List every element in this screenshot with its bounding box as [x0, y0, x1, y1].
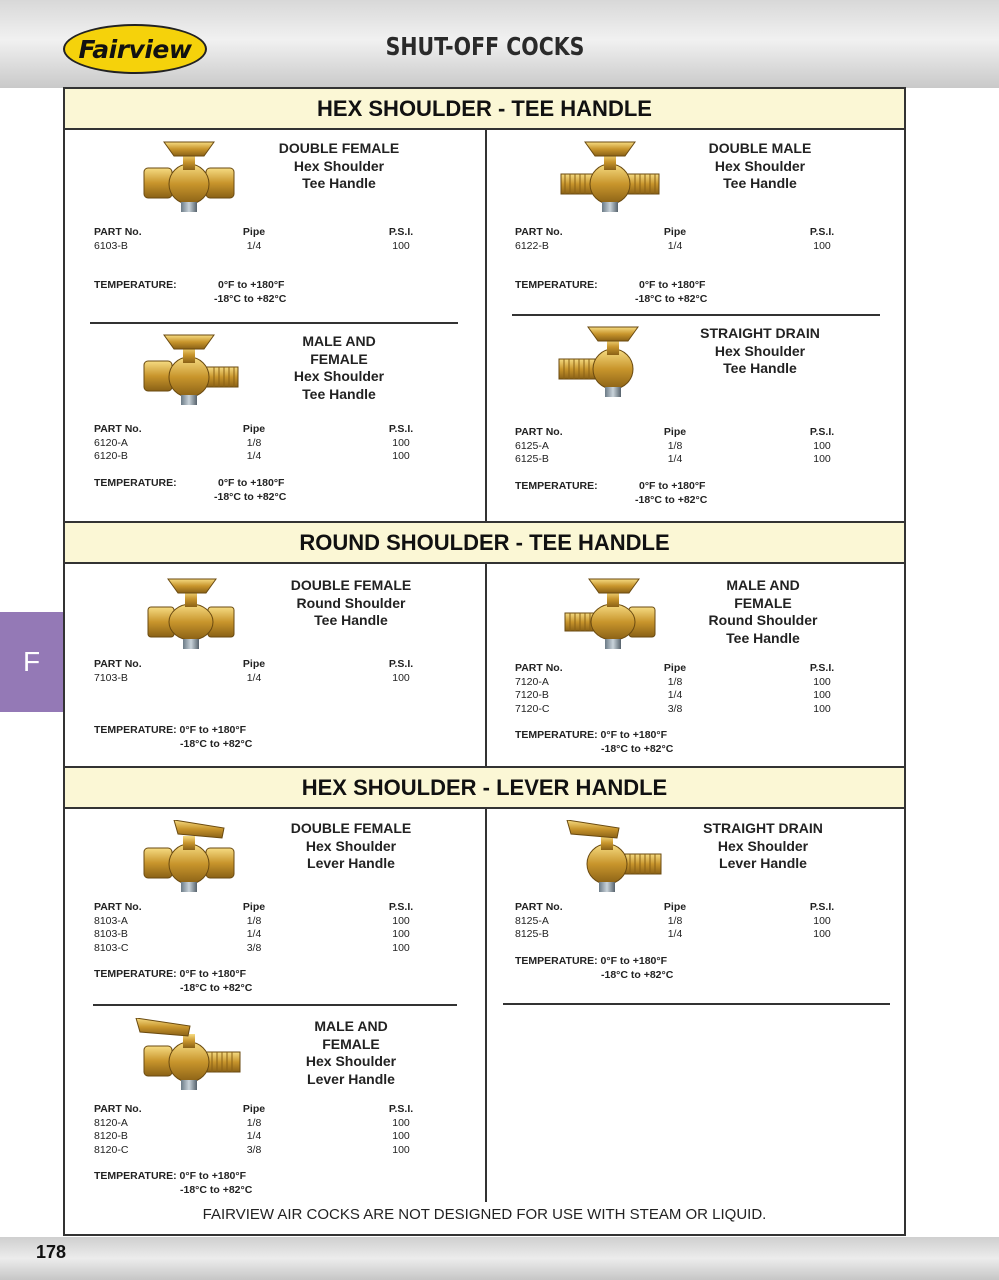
temperature-range: TEMPERATURE: 0°F to +180°F -18°C to +82°C — [94, 968, 253, 994]
product-title: MALE AND FEMALE Hex Shoulder Tee Handle — [293, 333, 385, 402]
product-title: DOUBLE FEMALE Hex Shoulder Tee Handle — [278, 140, 400, 191]
product-7120: MALE AND FEMALE Round Shoulder Tee Handle PART No. Pipe P.S.I. 7120-A 1/8 100 7120-B 1/4 100 7120-C 3/8 100 TEMPERATURE: 0°F to +180°F -18°C to +82°C — [515, 577, 895, 767]
section-tab[interactable] — [0, 612, 63, 712]
temperature-range: TEMPERATURE: 0°F to +180°F -18°C to +82°C — [94, 1170, 253, 1196]
section-header-round-tee: ROUND SHOULDER - TEE HANDLE — [63, 521, 906, 564]
temperature-range: TEMPERATURE: 0°F to +180°F -18°C to +82°C — [515, 729, 674, 755]
bottom-metal-band — [0, 1237, 999, 1280]
footer-warning: FAIRVIEW AIR COCKS ARE NOT DESIGNED FOR USE WITH STEAM OR LIQUID. — [202, 1206, 767, 1223]
product-title: DOUBLE MALE Hex Shoulder Tee Handle — [708, 140, 812, 191]
temperature-range: TEMPERATURE: 0°F to +180°F -18°C to +82°C — [94, 477, 287, 503]
product-title: MALE AND FEMALE Hex Shoulder Lever Handle — [305, 1018, 397, 1087]
product-8120: MALE AND FEMALE Hex Shoulder Lever Handle PART No. Pipe P.S.I. 8120-A 1/8 100 8120-B 1/4 100 8120-C 3/8 100 TEMPERATURE: 0°F to +180°F -18°C to +82°C — [94, 1018, 474, 1208]
page-number: 178 — [36, 1242, 67, 1262]
product-6120: MALE AND FEMALE Hex Shoulder Tee Handle PART No. Pipe P.S.I. 6120-A 1/8 100 6120-B 1/4 100 TEMPERATURE: 0°F to +180°F -18°C to +82°C — [94, 333, 474, 523]
product-6122-b: DOUBLE MALE Hex Shoulder Tee Handle PART No. Pipe P.S.I. 6122-B 1/4 100 TEMPERATURE: 0°F to +180°F -18°C to +82°C — [515, 140, 895, 330]
page-title: SHUT-OFF COCKS — [385, 32, 585, 61]
section-header-hex-tee: HEX SHOULDER - TEE HANDLE — [63, 87, 906, 130]
double-female-round-tee-cock-icon — [134, 577, 244, 657]
column-divider — [485, 564, 487, 767]
male-female-tee-cock-icon — [134, 333, 244, 413]
male-female-round-tee-cock-icon — [555, 577, 665, 657]
tab-letter: F — [22, 646, 41, 677]
product-title: DOUBLE FEMALE Hex Shoulder Lever Handle — [290, 820, 412, 871]
temperature-range: TEMPERATURE: 0°F to +180°F -18°C to +82°C — [515, 480, 708, 506]
product-title: MALE AND FEMALE Round Shoulder Tee Handle — [708, 577, 818, 646]
male-female-lever-cock-icon — [134, 1018, 244, 1098]
product-6103-b: DOUBLE FEMALE Hex Shoulder Tee Handle PART No. Pipe P.S.I. 6103-B 1/4 100 TEMPERATURE: 0°F to +180°F -18°C to +82°C — [94, 140, 474, 330]
temperature-range: TEMPERATURE: 0°F to +180°F -18°C to +82°C — [515, 279, 708, 305]
fairview-logo: Fairview — [63, 24, 207, 74]
double-female-tee-cock-icon — [134, 140, 244, 220]
product-8125: STRAIGHT DRAIN Hex Shoulder Lever Handle PART No. Pipe P.S.I. 8125-A 1/8 100 8125-B 1/4 100 TEMPERATURE: 0°F to +180°F -18°C to +82°C — [515, 820, 895, 1010]
temperature-range: TEMPERATURE: 0°F to +180°F -18°C to +82°C — [94, 724, 253, 750]
column-divider — [485, 130, 487, 522]
double-male-tee-cock-icon — [555, 140, 665, 220]
column-divider — [485, 809, 487, 1202]
product-8103: DOUBLE FEMALE Hex Shoulder Lever Handle PART No. Pipe P.S.I. 8103-A 1/8 100 8103-B 1/4 100 8103-C 3/8 100 TEMPERATURE: 0°F to +180°F -18°C to +82°C — [94, 820, 474, 1010]
product-title: STRAIGHT DRAIN Hex Shoulder Tee Handle — [700, 325, 820, 376]
temperature-range: TEMPERATURE: 0°F to +180°F -18°C to +82°C — [94, 279, 287, 305]
product-7103-b: DOUBLE FEMALE Round Shoulder Tee Handle PART No. Pipe P.S.I. 7103-B 1/4 100 TEMPERATURE: 0°F to +180°F -18°C to +82°C — [94, 577, 474, 767]
product-title: STRAIGHT DRAIN Hex Shoulder Lever Handle — [703, 820, 823, 871]
product-6125: STRAIGHT DRAIN Hex Shoulder Tee Handle PART No. Pipe P.S.I. 6125-A 1/8 100 6125-B 1/4 100 TEMPERATURE: 0°F to +180°F -18°C to +82°C — [515, 325, 895, 515]
product-title: DOUBLE FEMALE Round Shoulder Tee Handle — [290, 577, 412, 628]
section-header-hex-lever: HEX SHOULDER - LEVER HANDLE — [63, 766, 906, 809]
temperature-range: TEMPERATURE: 0°F to +180°F -18°C to +82°C — [515, 955, 674, 981]
straight-drain-tee-cock-icon — [555, 325, 665, 405]
double-female-lever-cock-icon — [134, 820, 244, 900]
straight-drain-lever-cock-icon — [555, 820, 665, 900]
